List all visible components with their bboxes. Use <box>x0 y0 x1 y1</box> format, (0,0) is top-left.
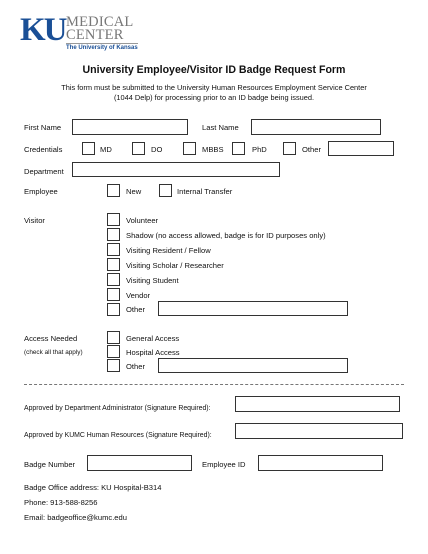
visitor-resident-checkbox[interactable] <box>107 243 120 256</box>
badge-office-email: Email: badgeoffice@kumc.edu <box>24 513 127 522</box>
access-other-checkbox[interactable] <box>107 359 120 372</box>
logo-rule <box>66 43 138 44</box>
visitor-other-label: Other <box>126 305 145 314</box>
logo-medical-center-text <box>66 16 133 42</box>
last-name-field[interactable] <box>251 119 381 135</box>
employee-transfer-checkbox[interactable] <box>159 184 172 197</box>
credential-do-checkbox[interactable] <box>132 142 145 155</box>
logo-line-center: CENTER <box>66 27 124 43</box>
approved-dept-label: Approved by Department Administrator (Signature Required): <box>24 405 211 412</box>
employee-transfer-label: Internal Transfer <box>177 187 233 196</box>
intro-line-2: (1044 Delp) for processing prior to an ID badge being issued. <box>113 93 315 102</box>
access-hospital-label: Hospital Access <box>126 348 180 357</box>
first-name-label: First Name <box>24 123 62 132</box>
visitor-volunteer-label: Volunteer <box>126 216 159 225</box>
access-general-checkbox[interactable] <box>107 331 120 344</box>
credential-mbbs-checkbox[interactable] <box>183 142 196 155</box>
approved-dept-signature-field[interactable] <box>235 396 400 412</box>
employee-new-label: New <box>126 187 142 196</box>
credential-phd-checkbox[interactable] <box>232 142 245 155</box>
badge-number-field[interactable] <box>87 455 192 471</box>
visitor-shadow-label: Shadow (no access allowed, badge is for ID purposes only) <box>126 231 326 240</box>
visitor-scholar-checkbox[interactable] <box>107 258 120 271</box>
credentials-label: Credentials <box>24 145 63 154</box>
access-note-label: (check all that apply) <box>24 349 83 356</box>
badge-number-label: Badge Number <box>24 460 76 469</box>
employee-label: Employee <box>24 187 58 196</box>
access-other-label: Other <box>126 362 145 371</box>
employee-id-label: Employee ID <box>202 460 246 469</box>
form-intro <box>24 83 404 103</box>
visitor-student-checkbox[interactable] <box>107 273 120 286</box>
access-hospital-checkbox[interactable] <box>107 345 120 358</box>
visitor-scholar-label: Visiting Scholar / Researcher <box>126 261 224 270</box>
visitor-other-field[interactable] <box>158 301 348 316</box>
credential-other-field[interactable] <box>328 141 394 156</box>
last-name-label: Last Name <box>202 123 239 132</box>
intro-line-1: This form must be submitted to the University Human Resources Employment Service Center <box>61 83 367 92</box>
access-other-field[interactable] <box>158 358 348 373</box>
visitor-vendor-checkbox[interactable] <box>107 288 120 301</box>
visitor-resident-label: Visiting Resident / Fellow <box>126 246 211 255</box>
credential-phd-label: PhD <box>252 145 267 154</box>
logo-university-name: The University of Kansas <box>66 45 138 51</box>
credential-md-label: MD <box>100 145 112 154</box>
approved-hr-label: Approved by KUMC Human Resources (Signature Required): <box>24 432 212 439</box>
credential-other-label: Other <box>302 145 321 154</box>
logo-line-medical: MEDICAL <box>66 14 134 30</box>
logo-ku-mark: KU <box>20 12 66 48</box>
form-title: University Employee/Visitor ID Badge Request Form <box>82 64 346 76</box>
access-general-label: General Access <box>126 334 180 343</box>
visitor-volunteer-checkbox[interactable] <box>107 213 120 226</box>
visitor-label: Visitor <box>24 216 45 225</box>
credential-other-checkbox[interactable] <box>283 142 296 155</box>
access-needed-label: Access Needed <box>24 334 78 343</box>
employee-new-checkbox[interactable] <box>107 184 120 197</box>
visitor-vendor-label: Vendor <box>126 291 151 300</box>
credential-md-checkbox[interactable] <box>82 142 95 155</box>
badge-office-address: Badge Office address: KU Hospital-B314 <box>24 483 162 492</box>
section-divider <box>24 384 404 385</box>
first-name-field[interactable] <box>72 119 188 135</box>
visitor-other-checkbox[interactable] <box>107 303 120 316</box>
badge-office-phone: Phone: 913-588-8256 <box>24 498 98 507</box>
department-label: Department <box>24 167 64 176</box>
credential-mbbs-label: MBBS <box>202 145 224 154</box>
credential-do-label: DO <box>151 145 163 154</box>
visitor-shadow-checkbox[interactable] <box>107 228 120 241</box>
employee-id-field[interactable] <box>258 455 383 471</box>
department-field[interactable] <box>72 162 280 177</box>
visitor-student-label: Visiting Student <box>126 276 179 285</box>
approved-hr-signature-field[interactable] <box>235 423 403 439</box>
